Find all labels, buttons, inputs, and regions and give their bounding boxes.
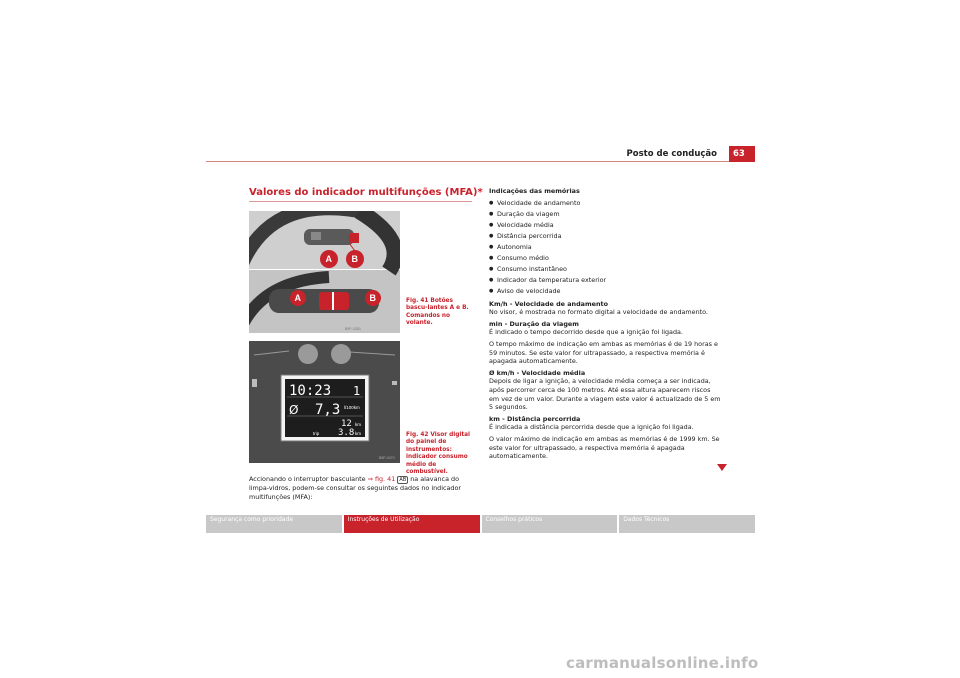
- list-item: ● Duração da viagem: [489, 209, 721, 220]
- instrument-display-illustration: [249, 341, 400, 463]
- figure-42-caption: Fig. 42 Visor digital do painel de instrumentos: indicador consumo médio de combustível.: [406, 432, 471, 476]
- display-km2-unit: km: [355, 431, 361, 436]
- section-title-rule: [249, 201, 472, 202]
- display-km2: 3.8: [338, 428, 355, 438]
- list-item: ● Indicador da temperatura exterior: [489, 275, 721, 286]
- tab-dados[interactable]: Dados Técnicos: [619, 515, 755, 533]
- tab-instrucoes[interactable]: Instruções de Utilização: [344, 515, 480, 533]
- distance-text-2: O valor máximo de indicação em ambas as memórias é de 1999 km. Se este valor for ultrapassado, a respectiva memória é apagada automaticamente.: [489, 434, 720, 461]
- list-item: ● Velocidade média: [489, 220, 721, 231]
- average-speed-heading: Ø km/h - Velocidade média: [489, 368, 586, 377]
- list-item: ● Distância percorrida: [489, 231, 721, 242]
- display-gear: 1: [353, 384, 361, 398]
- right-column: [489, 187, 721, 461]
- page-header-title: Posto de condução: [626, 149, 717, 159]
- intro-text-before: Accionando o interruptor basculante: [249, 475, 368, 483]
- kmh-text: No visor, é mostrada no formato digital a velocidade de andamento.: [489, 308, 708, 317]
- figure-41-link[interactable]: ⇒ fig. 41: [367, 475, 396, 483]
- kmh-heading: Km/h - Velocidade de andamento: [489, 299, 608, 308]
- page-header: [206, 146, 755, 162]
- figure-41-label-b-top: B: [351, 254, 358, 264]
- display-time: 10:23: [289, 383, 332, 399]
- display-average-symbol: Ø: [289, 403, 299, 417]
- memories-list: [489, 198, 721, 297]
- list-item: ● Consumo instantâneo: [489, 264, 721, 275]
- memories-heading: Indicações das memórias: [489, 187, 580, 195]
- intro-paragraph: [249, 475, 471, 501]
- list-item: ● Velocidade de andamento: [489, 198, 721, 209]
- section-title: Valores do indicador multifunções (MFA)*: [249, 187, 483, 198]
- duration-text-1: É indicado o tempo decorrido desde que a ignição foi ligada.: [489, 328, 683, 337]
- distance-text-1: É indicada a distância percorrida desde que a ignição foi ligada.: [489, 423, 694, 432]
- list-item: ● Aviso de velocidade: [489, 286, 721, 297]
- figure-41-code: B5P-0283: [345, 327, 361, 331]
- figure-41-label-a-bottom: A: [294, 293, 301, 303]
- watermark: carmanualsonline.info: [566, 654, 759, 672]
- tab-conselhos[interactable]: Conselhos práticos: [482, 515, 618, 533]
- display-km1-unit: km: [355, 422, 361, 427]
- duration-text-2: O tempo máximo de indicação em ambas as memórias é de 19 horas e 59 minutos. Se este valor for ultrapassado, a respectiva memória é apagada automaticamente.: [489, 339, 718, 366]
- figure-41-label-a-top: A: [325, 254, 332, 264]
- header-rule: [206, 161, 729, 162]
- figure-42-code: B5P-0470: [379, 456, 395, 460]
- tab-seguranca[interactable]: Segurança como prioridade: [206, 515, 342, 533]
- list-item: ● Autonomia: [489, 242, 721, 253]
- display-consumption-unit: l/100km: [344, 405, 360, 410]
- figure-41-image: [249, 211, 400, 333]
- ab-button-badge: AB: [399, 477, 407, 483]
- display-trip-label: trip: [313, 431, 320, 436]
- display-consumption: 7,3: [315, 402, 341, 418]
- intro-text-after: na alavanca do limpa-vidros, podem-se consultar os seguintes dados no indicador multifunções (MFA):: [249, 475, 462, 501]
- steering-wheel-illustration: [249, 211, 400, 333]
- figure-42-image: [249, 341, 400, 463]
- distance-heading: km - Distância percorrida: [489, 414, 581, 423]
- list-item: ● Consumo médio: [489, 253, 721, 264]
- display-km1: 12: [341, 419, 352, 429]
- figure-41-caption: Fig. 41 Botões bascu-lantes A e B. Comandos no volante.: [406, 298, 469, 327]
- footer-tabs: [206, 515, 755, 533]
- figure-41-label-b-bottom: B: [369, 293, 376, 303]
- page-number: 63: [729, 146, 755, 162]
- average-speed-text: Depois de ligar a ignição, a velocidade média começa a ser indicada, após percorrer cerca de 100 metros. Até essa altura aparecem riscos em vez de um valor. Durante a viagem este valor é actualizado de 5 em 5 segundos.: [489, 377, 721, 412]
- duration-heading: min - Duração da viagem: [489, 319, 579, 328]
- continue-arrow-icon: [717, 464, 727, 471]
